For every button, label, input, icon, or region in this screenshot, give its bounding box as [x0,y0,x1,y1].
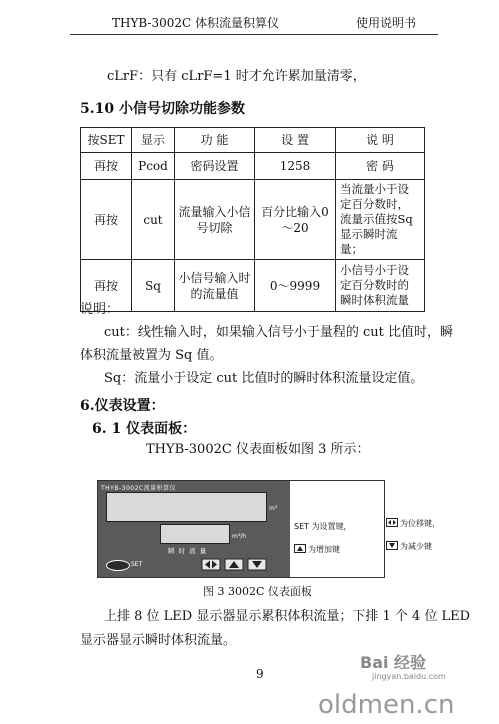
table-cell: 密 码 [336,153,425,180]
panel-title: THYB-3002C流量积算仪 [101,485,177,492]
instrument-panel-figure [97,480,385,578]
table-cell: cut [132,180,175,260]
body-line-1: 上排 8 位 LED 显示器显示累积体积流量；下排 1 个 4 位 LED [104,609,471,624]
table-row [81,260,425,312]
set-button-label: SET [131,561,143,568]
table-cell: 流量输入小信号切除 [175,180,255,260]
legend-shift: 为位移键， [400,519,440,528]
instant-flow-label: 瞬 时 流 量 [168,547,208,555]
set-button[interactable] [106,560,130,571]
note-sq-line: Sq：流量小于设定 cut 比值时的瞬时体积流量设定值。 [104,371,424,386]
legend-decrease-icon [386,541,398,550]
table-cell: 百分比输入0～20 [255,180,336,260]
table-header-cell: 功 能 [175,128,255,153]
legend-decrease: 为减少键 [400,542,432,551]
page-number: 9 [256,667,264,681]
watermark-url: jingyan.baidu.com [372,672,446,681]
table-header-row [81,128,425,153]
shift-key[interactable] [202,559,220,570]
table-row [81,153,425,180]
section-6-1-heading: 6. 1 仪表面板： [92,421,197,437]
increase-key[interactable] [225,559,243,570]
legend-set: SET 为设置键， [294,522,352,531]
table-row [81,180,425,260]
panel-key-row [201,558,267,571]
clrf-line: cLrF：只有 cLrF=1 时才允许累加量清零， [107,69,366,84]
header-manual-label: 使用说明书 [356,16,417,30]
instant-unit-label: m³/h [232,533,247,540]
table-cell: 0～9999 [255,260,336,312]
legend-increase: 为增加键 [308,545,340,554]
note-cut-line-2: 体积流量被置为 Sq 值。 [80,348,223,363]
param-table [80,127,425,312]
watermark-site: oldmen.cn [318,690,455,720]
body-line-2: 显示器显示瞬时体积流量。 [80,633,237,648]
section-6-heading: 6.仪表设置： [80,398,165,414]
legend-increase-icon [294,544,306,553]
figure-caption: 图 3 3002C 仪表面板 [203,585,312,598]
key-legend [290,481,384,577]
instant-flow-display [160,524,230,544]
table-header-cell: 显示 [132,128,175,153]
table-cell: 小信号输入时的流量值 [175,260,255,312]
table-cell: Pcod [132,153,175,180]
section-5-10-heading: 5.10 小信号切除功能参数 [80,101,245,117]
header-rule [70,34,438,35]
table-cell: 当流量小于设定百分数时，流量示值按Sq显示瞬时流量； [336,180,425,260]
table-cell: 再按 [81,180,132,260]
notes-label: 说明： [80,302,120,317]
total-flow-display [106,492,267,522]
table-cell: Sq [132,260,175,312]
watermark-brand: Bai 经验 [360,653,427,672]
table-cell: 1258 [255,153,336,180]
table-cell: 再按 [81,153,132,180]
header-title: THYB-3002C 体积流量积算仪 [112,16,280,30]
table-header-cell: 设 置 [255,128,336,153]
legend-shift-icon [386,518,398,527]
panel-intro-line: THYB-3002C 仪表面板如图 3 所示： [146,442,370,457]
table-cell: 小信号小于设定百分数时的瞬时体积流量 [336,260,425,312]
decrease-key[interactable] [248,559,266,570]
table-cell: 密码设置 [175,153,255,180]
total-unit-label: m³ [269,505,278,512]
note-cut-line-1: cut：线性输入时，如果输入信号小于量程的 cut 比值时，瞬 [104,325,454,340]
table-header-cell: 说 明 [336,128,425,153]
table-header-cell: 按SET [81,128,132,153]
table-cell: 再按 [81,260,132,312]
